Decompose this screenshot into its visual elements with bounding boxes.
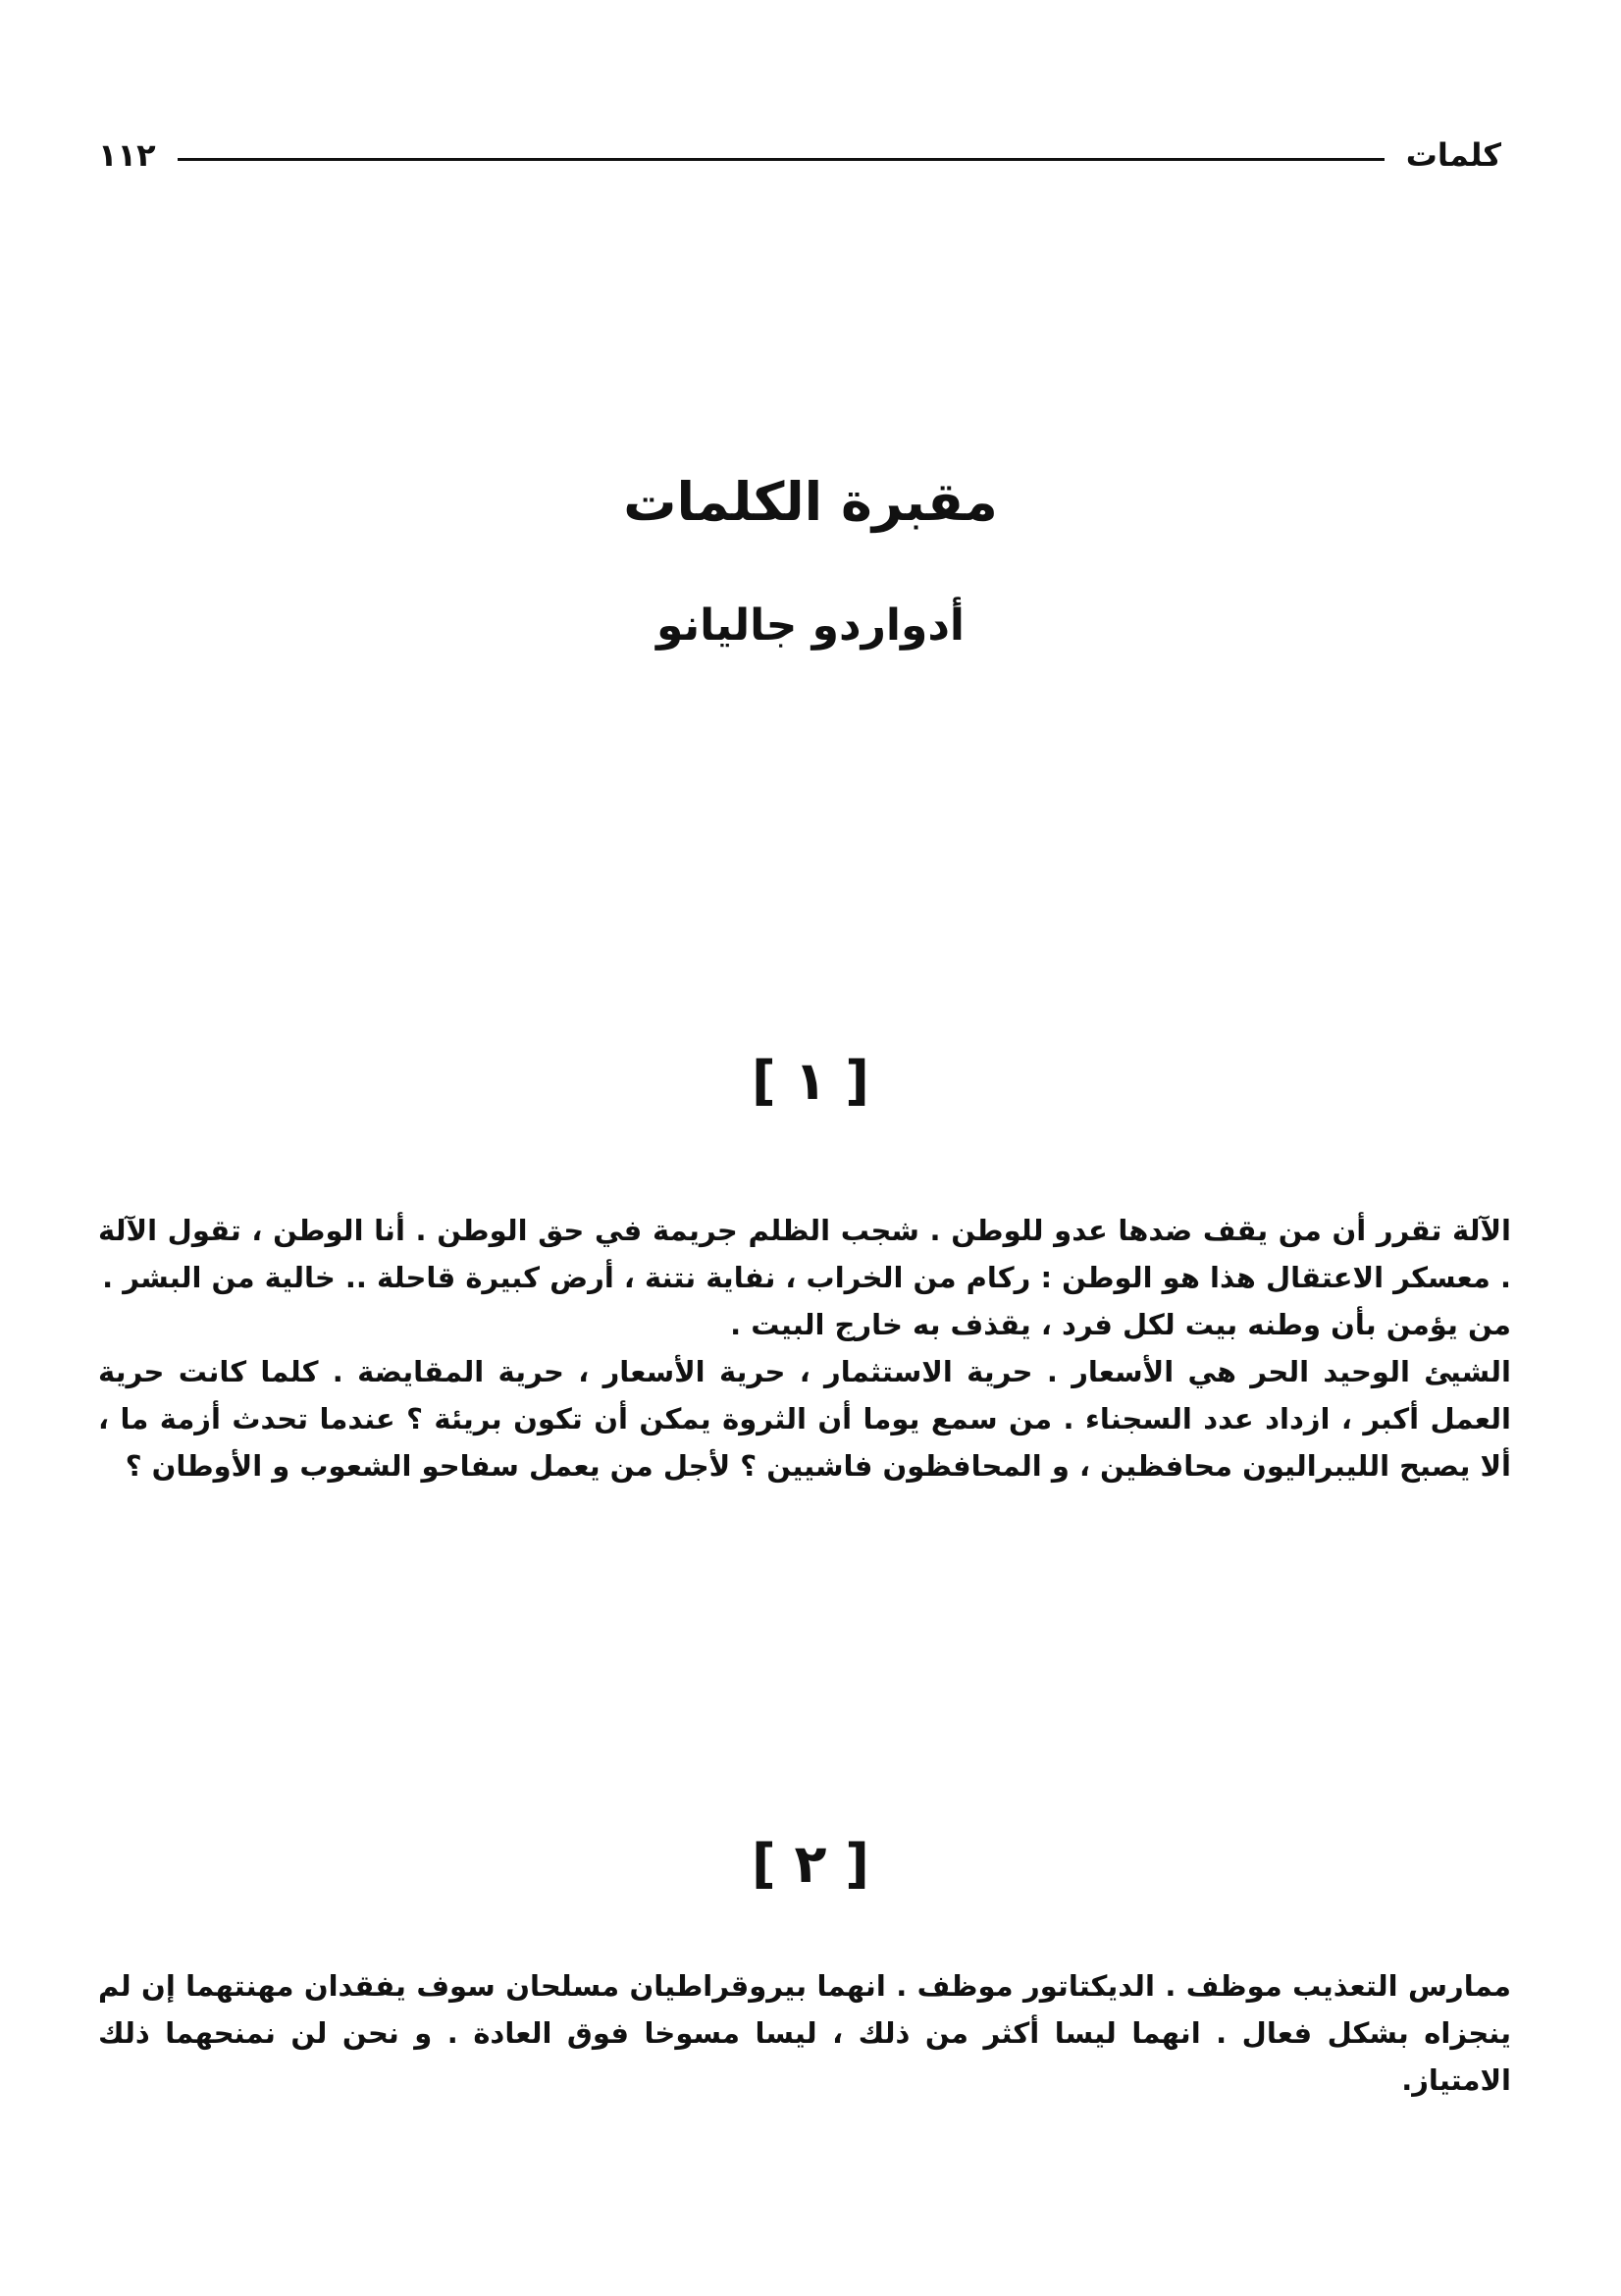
header-rule [178,158,1385,161]
section-number: [ ١ ] [752,1050,869,1112]
page-number: ١١٢ [98,136,156,174]
article-title: مقبرة الكلمات [623,471,998,533]
paragraph: الشيئ الوحيد الحر هي الأسعار . حرية الاستثمار ، حرية الأسعار ، حرية المقايضة . كلما كانت حرية العمل أكبر ، ازداد عدد السجناء . من سمع يوما أن الثروة يمكن أن تكون بريئة ؟ عندما تحدث أزمة ما ، ألا يصبح الليبراليون محافظين ، و المحافظون فاشيين ؟ لأجل من يعمل سفاحو الشعوب و الأوطان ؟ [98,1355,1511,1483]
running-title: كلمات [1405,136,1501,174]
paragraph: من يؤمن بأن وطنه بيت لكل فرد ، يقذف به خارج البيت . [730,1308,1511,1341]
paragraph: الآلة تقرر أن من يقف ضدها عدو للوطن . شجب الظلم جريمة في حق الوطن . أنا الوطن ، تقول الآلة . معسكر الاعتقال هذا هو الوطن : ركام من الخراب ، نفاية نتنة ، أرض كبيرة قاحلة .. خالية من البشر . [98,1214,1511,1294]
paragraph: ممارس التعذيب موظف . الديكتاتور موظف . انهما بيروقراطيان مسلحان سوف يفقدان مهنتهما إن لم ينجزاه بشكل فعال . انهما ليسا أكثر من ذلك ، ليسا مسوخا فوق العادة . و نحن لن نمنحهما ذلك الامتياز. [98,1969,1511,2097]
running-header [98,126,1501,184]
section-body [98,1207,1511,1489]
article-author: أدواردو جاليانو [655,600,965,651]
section-body [98,1962,1511,2104]
section-number: [ ٢ ] [752,1833,869,1895]
